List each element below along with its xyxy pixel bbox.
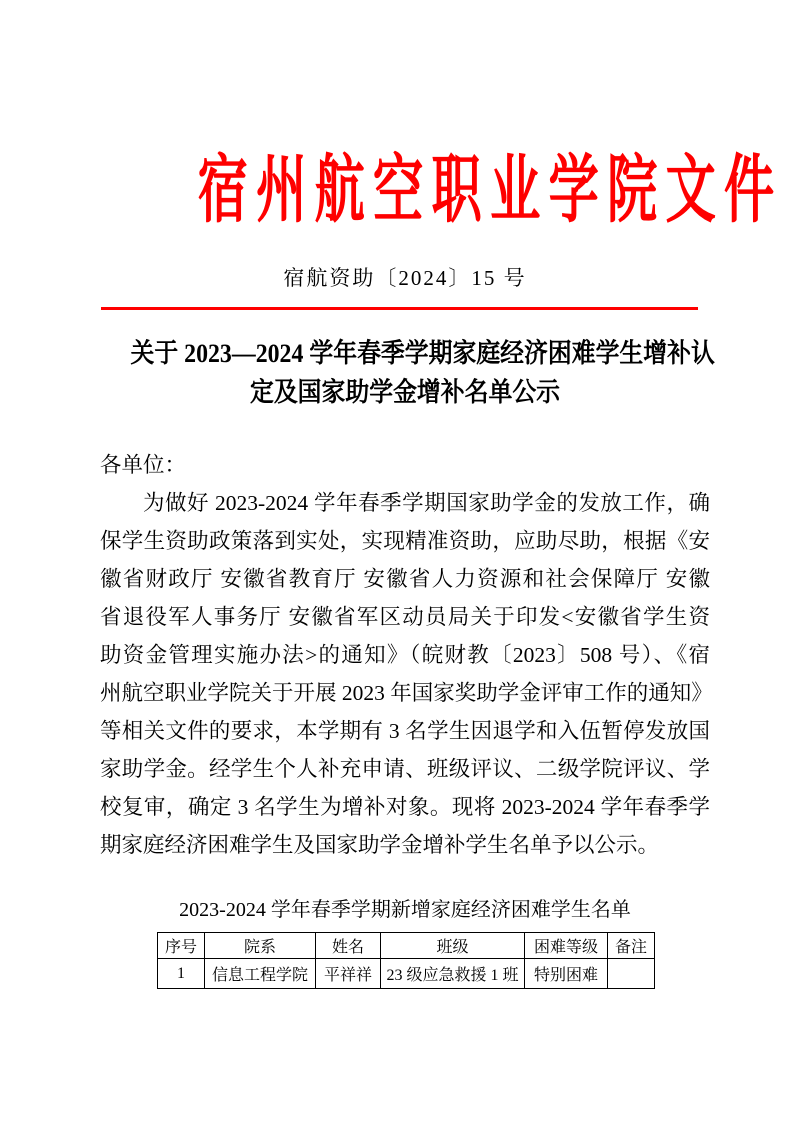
table-header-row bbox=[158, 933, 655, 959]
document-number: 宿航资助〔2024〕15 号 bbox=[283, 266, 527, 290]
red-divider bbox=[101, 307, 698, 310]
body-line: 省退役军人事务厅 安徽省军区动员局关于印发<安徽省学生资 bbox=[100, 605, 710, 629]
salutation: 各单位： bbox=[100, 453, 187, 477]
document-title-line-2: 定及国家助学金增补名单公示 bbox=[249, 377, 561, 407]
students-table bbox=[157, 932, 655, 989]
column-header-name: 姓名 bbox=[316, 933, 381, 959]
document-title-line-1: 关于 2023—2024 学年春季学期家庭经济困难学生增补认 bbox=[130, 338, 715, 368]
cell-class: 23 级应急救援 1 班 bbox=[381, 959, 525, 989]
column-header-department: 院系 bbox=[205, 933, 316, 959]
body-line: 徽省财政厅 安徽省教育厅 安徽省人力资源和社会保障厅 安徽 bbox=[100, 567, 710, 591]
body-line: 为做好 2023-2024 学年春季学期国家助学金的发放工作，确 bbox=[143, 491, 710, 515]
body-line: 助资金管理实施办法>的通知》（皖财教〔2023〕508 号）、《宿 bbox=[100, 643, 710, 667]
letterhead-title: 宿州航空职业学院文件 bbox=[197, 150, 783, 232]
table-caption: 2023-2024 学年春季学期新增家庭经济困难学生名单 bbox=[179, 899, 631, 921]
body-line: 家助学金。经学生个人补充申请、班级评议、二级学院评议、学 bbox=[100, 757, 710, 781]
column-header-difficulty: 困难等级 bbox=[525, 933, 608, 959]
cell-difficulty: 特别困难 bbox=[525, 959, 608, 989]
cell-serial: 1 bbox=[158, 959, 205, 989]
cell-remarks bbox=[608, 959, 655, 989]
cell-name: 平祥祥 bbox=[316, 959, 381, 989]
document-title bbox=[130, 334, 715, 412]
cell-department: 信息工程学院 bbox=[205, 959, 316, 989]
column-header-remarks: 备注 bbox=[608, 933, 655, 959]
column-header-serial: 序号 bbox=[158, 933, 205, 959]
table-row bbox=[158, 959, 655, 989]
column-header-class: 班级 bbox=[381, 933, 525, 959]
body-line: 州航空职业学院关于开展 2023 年国家奖助学金评审工作的通知》 bbox=[100, 681, 713, 705]
body-line: 校复审，确定 3 名学生为增补对象。现将 2023-2024 学年春季学 bbox=[100, 795, 710, 819]
body-line: 保学生资助政策落到实处，实现精准资助，应助尽助，根据《安 bbox=[100, 529, 710, 553]
body-line: 期家庭经济困难学生及国家助学金增补学生名单予以公示。 bbox=[100, 833, 660, 857]
body-paragraph bbox=[100, 446, 713, 864]
body-line: 等相关文件的要求，本学期有 3 名学生因退学和入伍暂停发放国 bbox=[100, 719, 710, 743]
